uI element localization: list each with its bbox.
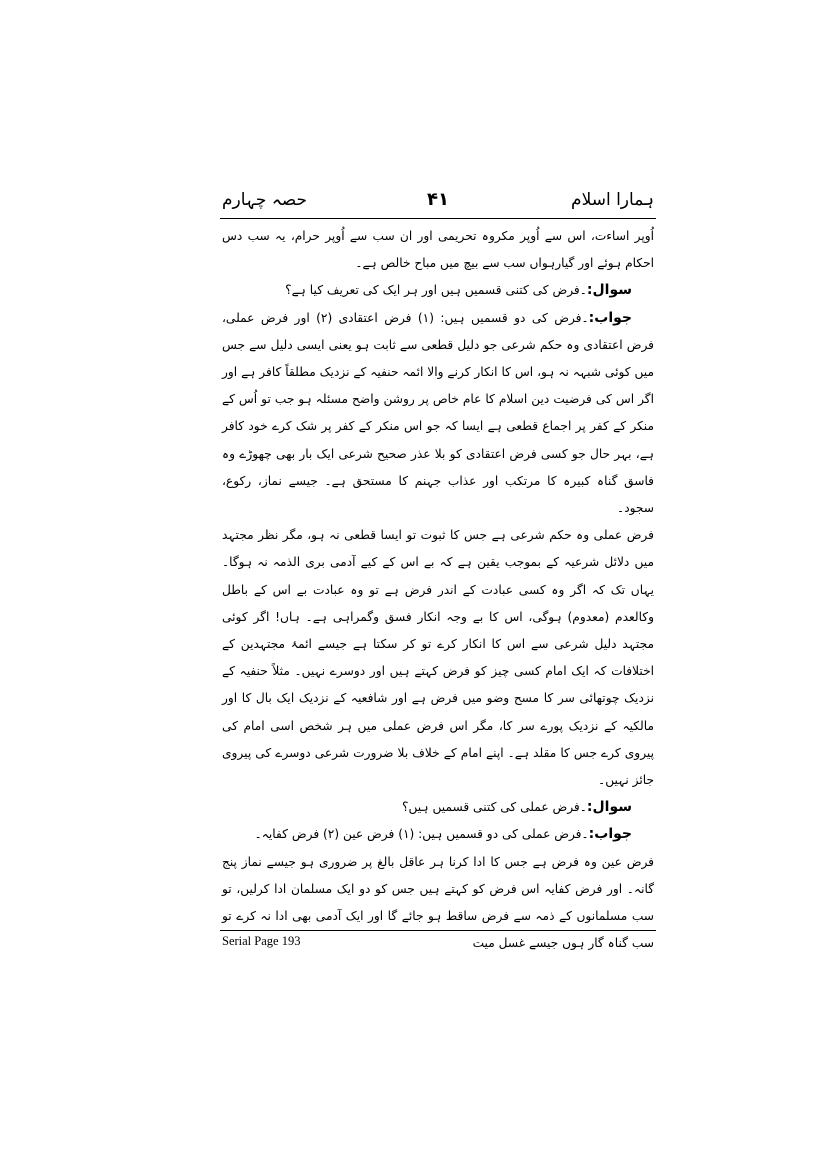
paragraph-1: اُوپر اساءت، اس سے اُوپر مکروہ تحریمی اور ان سب سے اُوپر حرام، یہ سب دس احکام ہوئے اور گیارہواں سب سے بیچ میں مباح خالص ہے۔ <box>222 229 654 271</box>
question-label: سوال: <box>586 282 632 299</box>
answer-2 <box>222 821 654 848</box>
paragraph-3: فرض عین وہ فرض ہے جس کا ادا کرنا ہر عاقل بالغ پر ضروری ہو جیسے نماز پنج گانہ۔ اور فرض کفایہ اس فرض کو کہتے ہیں جس کو دو ایک مسلمان ادا کرلیں، تو سب مسلمانوں کے ذمہ سے فرض ساقط ہو جائے گا اور ایک آدمی بھی ادا نہ کرے تو سب گناہ گار ہوں جیسے غسل میت <box>222 854 654 951</box>
page-number: ۴۱ <box>427 189 449 210</box>
question-1 <box>222 277 654 304</box>
question-text: ۔فرض عملی کی کتنی قسمیں ہیں؟ <box>402 800 587 815</box>
book-title: ہمارا اسلام <box>571 190 654 210</box>
body-text <box>222 223 654 957</box>
section-title: حصہ چہارم <box>222 190 307 210</box>
question-2 <box>222 794 654 821</box>
question-label: سوال: <box>586 799 632 816</box>
footer-rule <box>220 930 656 931</box>
question-text: ۔فرض کی کتنی قسمیں ہیں اور ہر ایک کی تعریف کیا ہے؟ <box>285 283 587 298</box>
answer-text: ۔فرض کی دو قسمیں ہیں: (۱) فرض اعتقادی (۲) اور فرض عملی، فرض اعتقادی وہ حکم شرعی جو دلیل قطعی سے ثابت ہو یعنی ایسی دلیل سے جس میں کوئی شبہہ نہ ہو، اس کا انکار کرنے والا ائمہ حنفیہ کے نزدیک مطلقاً کافر ہے اور اگر اس کی فرضیت دین اسلام کا عام خاص پر روشن واضح مسئلہ ہو جب تو اُس کے منکر کے کفر پر اجماع قطعی ہے ایسا کہ جو اس منکر کے کفر پر شک کرے خود کافر ہے، بہر حال جو کسی فرض اعتقادی کو بلا عذر صحیح شرعی ایک بار بھی چھوڑے وہ فاسق گناہ کبیرہ کا مرتکب اور عذاب جہنم کا مستحق ہے۔ جیسے نماز، رکوع، سجود۔ <box>222 310 654 516</box>
answer-label: جواب: <box>588 826 632 843</box>
serial-page-footer: Serial Page 193 <box>222 934 301 948</box>
paragraph-2: فرض عملی وہ حکم شرعی ہے جس کا ثبوت تو ایسا قطعی نہ ہو، مگر نظر مجتہد میں دلائل شرعیہ کے بموجب یقین ہے کہ بے اس کے کیے آدمی بری الذمہ نہ ہوگا۔ یہاں تک کہ اگر وہ کسی عبادت کے اندر فرض ہے تو وہ عبادت بے اس کے باطل وکالعدم (معدوم) ہوگی، اس کا بے وجہ انکار فسق وگمراہی ہے۔ ہاں! اگر کوئی مجتہد دلیل شرعی سے اس کا انکار کرے تو کر سکتا ہے جیسے ائمۂ مجتہدین کے اختلافات کہ ایک امام کسی چیز کو فرض کہتے ہیں اور دوسرے نہیں۔ مثلاً حنفیہ کے نزدیک چوتھائی سر کا مسح وضو میں فرض ہے اور شافعیہ کے نزدیک ایک بال کا اور مالکیہ کے نزدیک پورے سر کا، مگر اس فرض عملی میں ہر شخص اسی امام کی پیروی کرے جس کا مقلد ہے۔ اپنے امام کے خلاف بلا ضرورت شرعی دوسرے کی پیروی جائز نہیں۔ <box>222 528 654 788</box>
answer-label: جواب: <box>588 309 632 326</box>
answer-1 <box>222 305 654 523</box>
page-header <box>220 187 656 217</box>
header-rule <box>220 218 656 219</box>
answer-text: ۔فرض عملی کی دو قسمیں ہیں: (۱) فرض عین (۲) فرض کفایہ۔ <box>254 827 589 842</box>
